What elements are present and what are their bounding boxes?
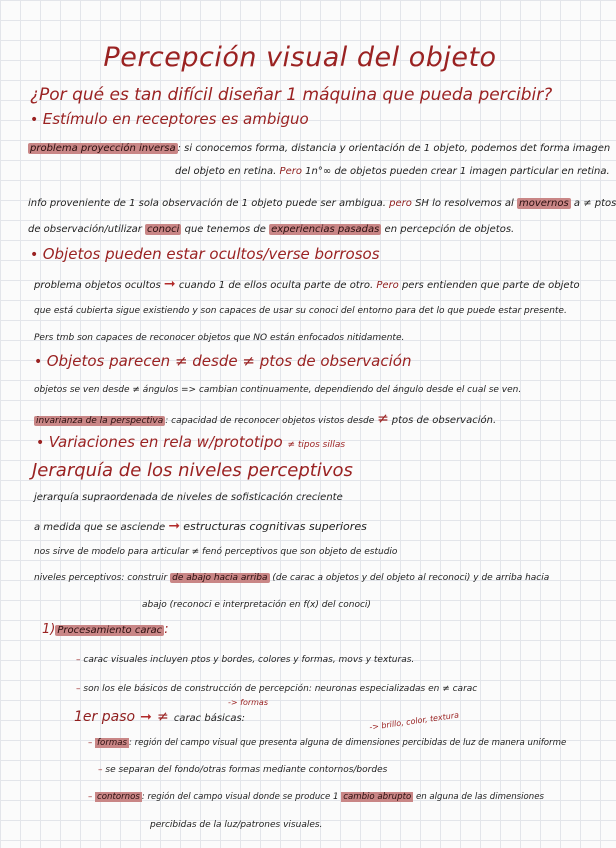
line-text: carac visuales incluyen ptos y bordes, colores y formas, movs y texturas. [83, 655, 415, 665]
line-text: : región del campo visual que presenta alguna de dimensiones percibidas de luz de manera uniforme [128, 738, 567, 748]
bullet-label: Estímulo en receptores es ambiguo [42, 110, 309, 128]
highlight-term: problema proyección inversa [30, 143, 176, 154]
line-hierarchy: jerarquía supraordenada de niveles de sofisticación creciente [34, 492, 343, 503]
line-text: en percepción de objetos. [384, 224, 515, 235]
line-text: : si conocemos forma, distancia y orientación de 1 objeto, podemos det forma imagen [177, 143, 611, 154]
emphasis-word: Pero [376, 280, 399, 291]
dash-item-visual-features [76, 655, 414, 665]
section-heading: Jerarquía de los niveles perceptivos [32, 460, 353, 481]
line-text: estructuras cognitivas superiores [183, 520, 367, 533]
line-text: (de carac a objetos y del objeto al reconoci) y de arriba hacia [272, 573, 550, 583]
dash-item-contours [88, 792, 544, 802]
bullet-ambiguous-stimulus [30, 110, 309, 128]
line-text: info proveniente de 1 sola observación de 1 objeto puede ser ambigua. [28, 198, 386, 209]
not-equal-icon: ≠ [377, 411, 389, 427]
bullet-dot-icon: • [30, 247, 43, 263]
line-text: SH lo resolvemos al [415, 198, 514, 209]
line-single-observation [28, 198, 616, 209]
line-text: niveles perceptivos: construir [34, 573, 168, 583]
line-text: son los ele básicos de construcción de percepción: neuronas especializadas en ≠ carac [83, 684, 478, 694]
line-covered-part: que está cubierta sigue existiendo y son capaces de usar su conoci del entorno para det lo que puede estar presente. [34, 306, 567, 316]
line-text: de observación/utilizar [28, 224, 142, 235]
line-text: : [164, 622, 169, 637]
highlight-term: de abajo hacia arriba [172, 573, 268, 583]
highlight-term: cambio abrupto [343, 792, 412, 802]
line-text: problema objetos ocultos [34, 280, 161, 291]
line-text: ptos de observación. [391, 415, 497, 426]
line-text: en alguna de las dimensiones [415, 792, 545, 802]
line-text: 1n°∞ de objetos pueden crear 1 imagen particular en retina. [305, 166, 610, 177]
dash-item-forms [88, 738, 566, 748]
not-equal-icon: ≠ [156, 709, 169, 725]
dash-icon: – [88, 792, 96, 802]
line-text: carac básicas: [173, 713, 246, 724]
highlight-term: invarianza de la perspectiva [36, 416, 164, 426]
line-text: : capacidad de reconocer objetos vistos desde [165, 416, 375, 426]
line-text: cuando 1 de ellos oculta parte de otro. [178, 280, 374, 291]
line-model: nos sirve de modelo para articular ≠ fenó perceptivos que son objeto de estudio [34, 547, 398, 557]
line-blurry: Pers tmb son capaces de reconocer objetos que NO están enfocados nitidamente. [34, 333, 405, 343]
line-text: a medida que se asciende [34, 522, 166, 533]
dash-icon: – [88, 738, 96, 748]
line-inverse-projection [28, 143, 610, 154]
line-invariance [34, 411, 496, 427]
bullet-dot-icon: • [36, 435, 49, 451]
bullet-hidden-objects [30, 245, 380, 263]
emphasis-word: Pero [279, 166, 302, 177]
dash-icon: – [76, 684, 84, 694]
page-title: Percepción visual del objeto [103, 42, 497, 73]
line-light-patterns: percibidas de la luz/patrones visuales. [150, 820, 323, 830]
bullet-label: Objetos pueden estar ocultos/verse borrosos [42, 245, 380, 263]
dash-item-basic-elements [76, 684, 477, 694]
highlight-term: contornos [97, 792, 140, 802]
highlight-term: experiencias pasadas [271, 224, 380, 235]
question: ¿Por qué es tan difícil diseñar 1 máquina que pueda percibir? [30, 85, 553, 105]
line-text: que tenemos de [184, 224, 266, 235]
line-text: : región del campo visual donde se produce 1 [141, 792, 339, 802]
line-ascend [34, 518, 367, 534]
highlight-term: movernos [518, 198, 569, 209]
bullet-viewpoints [34, 352, 411, 370]
dash-item-separation [98, 765, 387, 775]
highlight-term: conoci [147, 224, 180, 235]
emphasis-word: pero [389, 198, 412, 209]
highlight-term: Procesamiento carac [57, 625, 163, 636]
subsection-feature-processing [42, 622, 169, 637]
bullet-label: Objetos parecen ≠ desde ≠ ptos de observación [46, 352, 412, 370]
arrow-icon: ➞ [140, 709, 152, 725]
highlight-term: formas [97, 738, 127, 748]
arrow-icon: ➞ [163, 276, 176, 292]
line-top-down: abajo (reconoci e interpretación en f(x) del conoci) [142, 600, 371, 610]
line-text: del objeto en retina. [175, 166, 277, 177]
side-note: ≠ tipos sillas [287, 440, 346, 450]
bullet-prototype [36, 433, 345, 451]
dash-icon: – [98, 765, 106, 775]
line-retina [175, 166, 610, 177]
subsection-number: 1) [42, 622, 56, 637]
side-note-formas: -> formas [228, 698, 268, 707]
bullet-dot-icon: • [30, 112, 43, 128]
first-step-line [74, 706, 245, 725]
line-levels [34, 573, 549, 583]
bullet-dot-icon: • [34, 354, 47, 370]
line-hidden-problem [34, 276, 580, 292]
line-angles: objetos se ven desde ≠ ángulos => cambian continuamente, dependiendo del ángulo desde el cual se ven. [34, 385, 522, 395]
line-text: se separan del fondo/otras formas mediante contornos/bordes [105, 765, 388, 775]
side-note-brillo: -> brillo, color, textura [368, 710, 460, 732]
line-text: pers entienden que parte de objeto [401, 280, 580, 291]
line-past-experiences [28, 224, 514, 235]
arrow-icon: ➞ [168, 518, 181, 534]
dash-icon: – [76, 655, 84, 665]
line-text: a ≠ ptos [573, 198, 616, 209]
bullet-label: Variaciones en rela w/prototipo [48, 433, 283, 451]
first-step-label: 1er paso [74, 709, 136, 725]
